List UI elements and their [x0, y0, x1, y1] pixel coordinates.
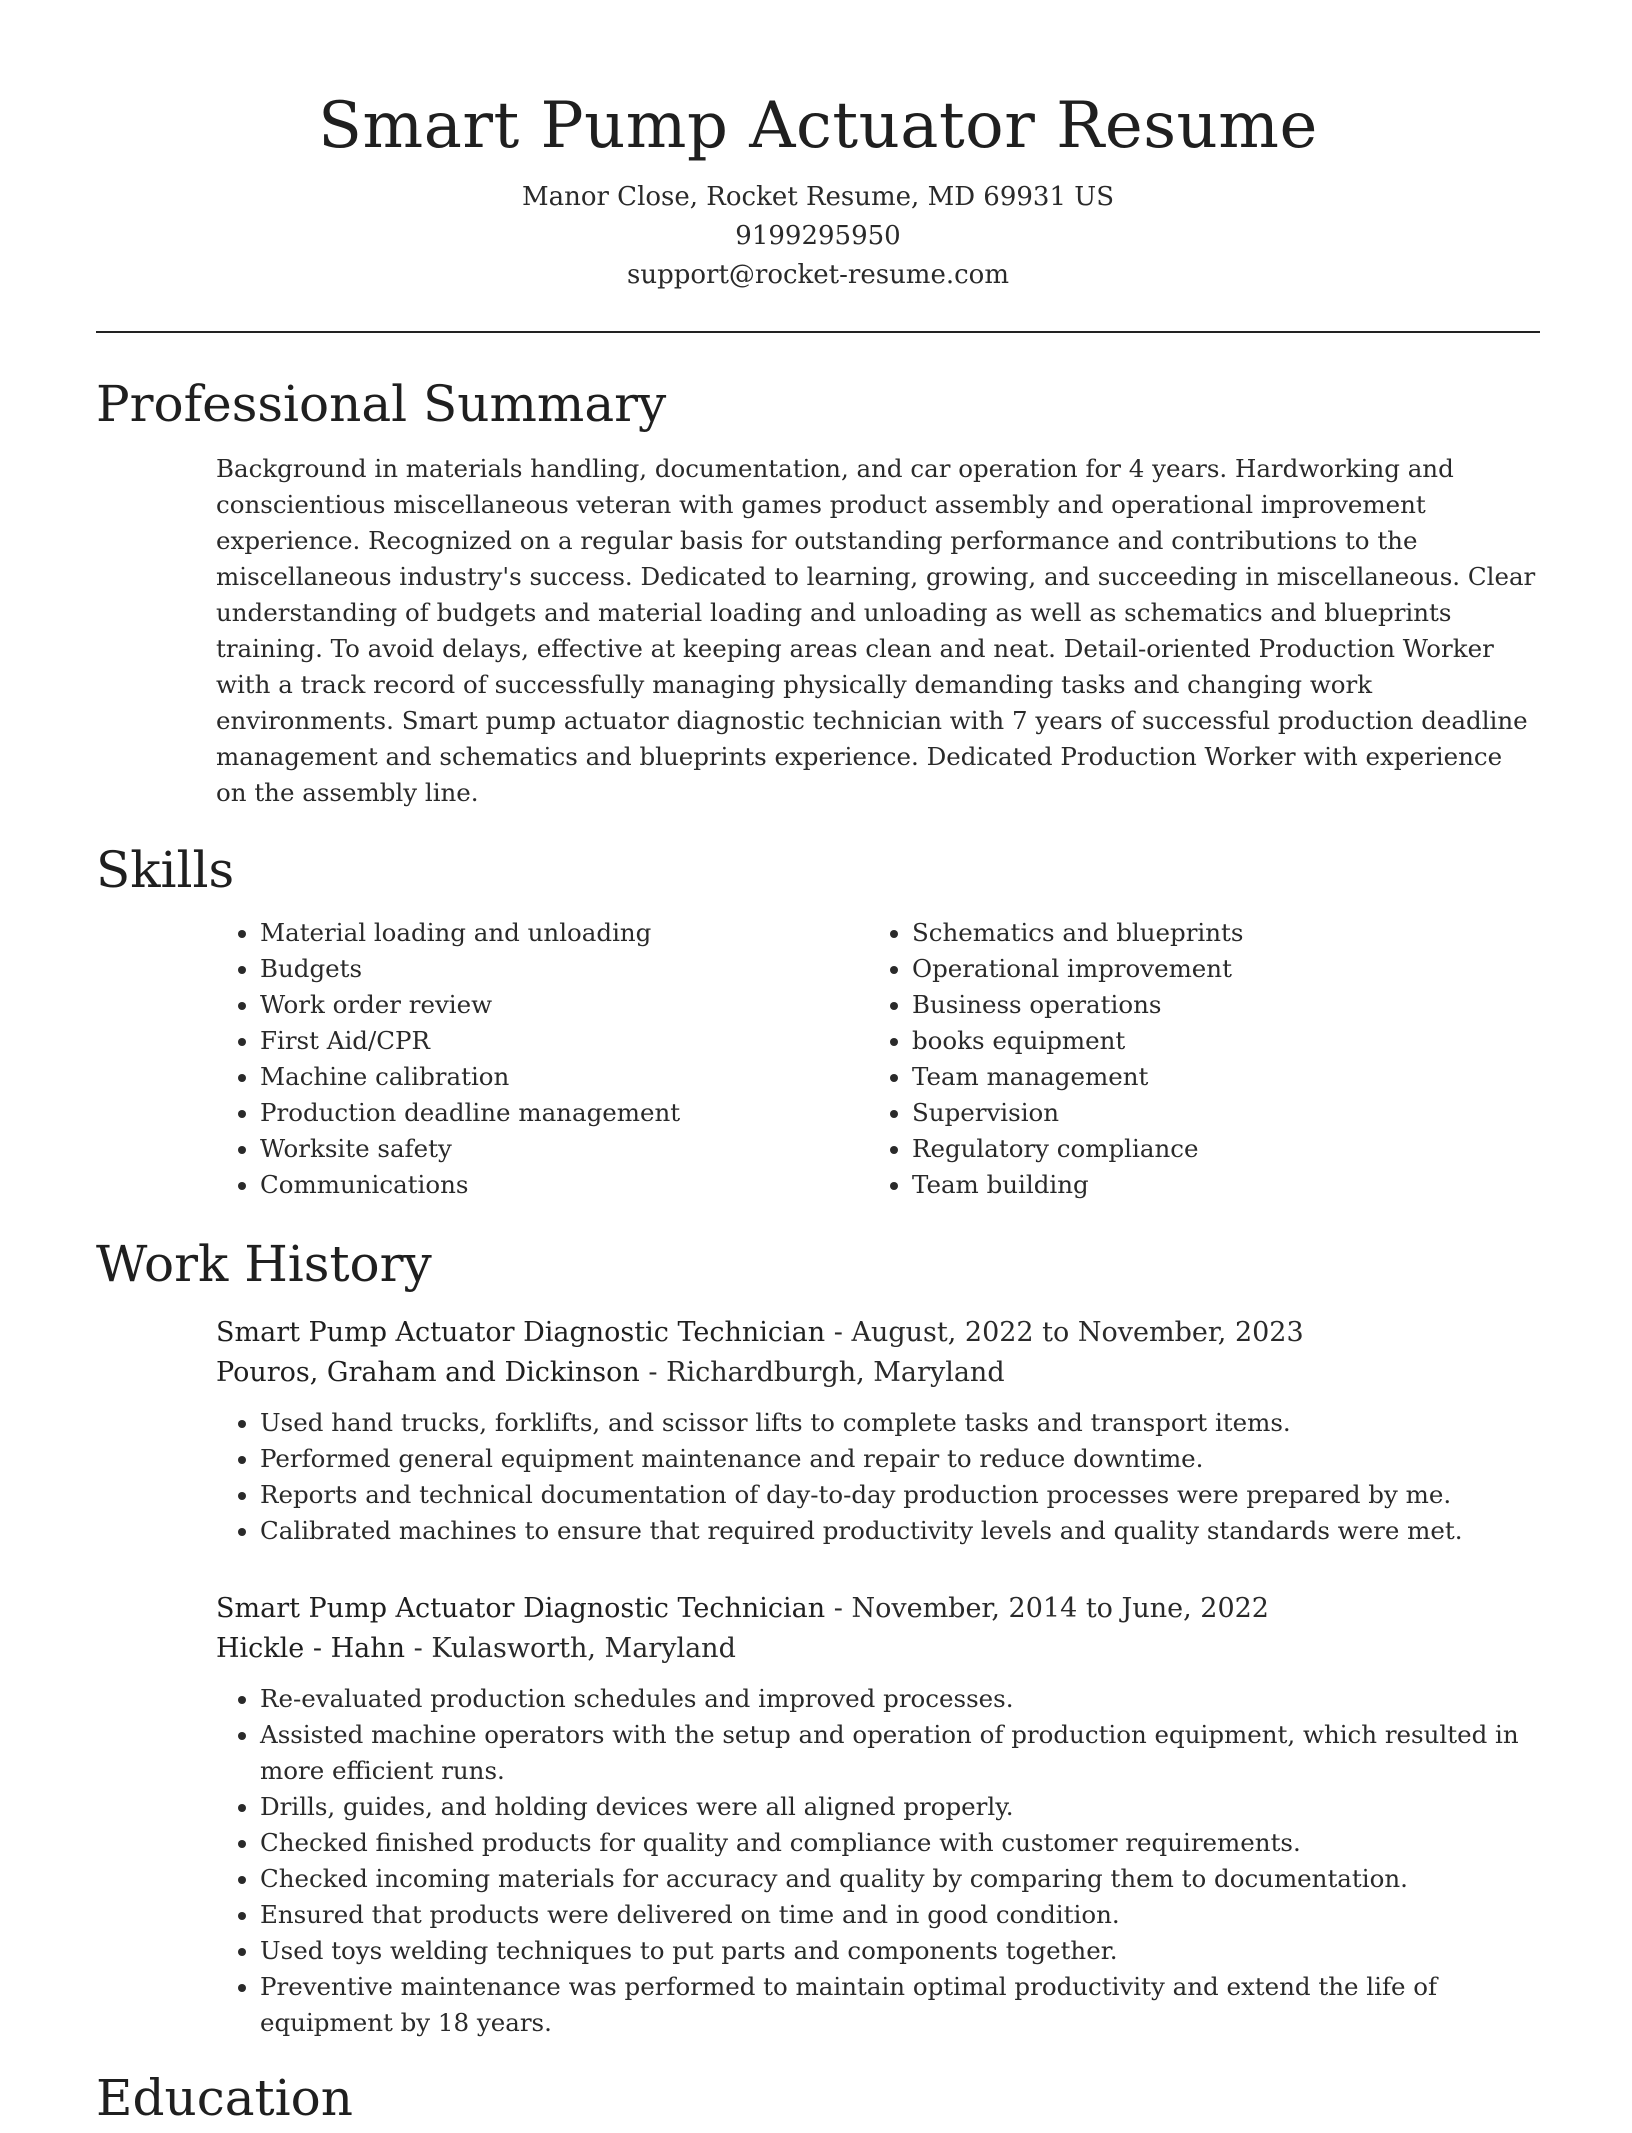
header-divider: [96, 331, 1540, 333]
duty-item: • Checked incoming materials for accuracy and quality by comparing them to documentation.: [260, 1861, 1540, 1897]
summary-section: [96, 369, 1540, 811]
contact-block: [96, 178, 1540, 295]
skill-item: • Regulatory compliance: [912, 1131, 1520, 1167]
skills-column-left: [216, 915, 868, 1203]
duty-item: • Preventive maintenance was performed to maintain optimal productivity and extend the life of equipment by 18 years.: [260, 1969, 1540, 2041]
skill-item: • books equipment: [912, 1023, 1520, 1059]
duty-item: • Reports and technical documentation of day-to-day production processes were prepared by me.: [260, 1477, 1540, 1513]
job-title-line: [216, 1313, 1540, 1353]
skill-item: • Team management: [912, 1059, 1520, 1095]
job-entry: [216, 1589, 1540, 2041]
job-company-line: [216, 1353, 1540, 1393]
job-title: Smart Pump Actuator Diagnostic Technician: [216, 1593, 826, 1624]
duty-item: • Drills, guides, and holding devices were all aligned properly.: [260, 1789, 1540, 1825]
duty-item: • Ensured that products were delivered on time and in good condition.: [260, 1897, 1540, 1933]
contact-address: Manor Close, Rocket Resume, MD 69931 US: [521, 182, 1115, 212]
duty-item: • Calibrated machines to ensure that required productivity levels and quality standards were met.: [260, 1513, 1540, 1549]
job-dates: November, 2014 to June, 2022: [851, 1593, 1269, 1624]
education-section: [96, 2063, 1540, 2133]
skill-item: • Machine calibration: [260, 1059, 868, 1095]
skill-item: • Operational improvement: [912, 951, 1520, 987]
job-separator: -: [833, 1317, 852, 1348]
skill-item: • Budgets: [260, 951, 868, 987]
job-company-line: [216, 1629, 1540, 1669]
duty-item: • Used hand trucks, forklifts, and scissor lifts to complete tasks and transport items.: [260, 1405, 1540, 1441]
duty-item: • Assisted machine operators with the setup and operation of production equipment, which resulted in more efficient runs.: [260, 1717, 1540, 1789]
job-company: Pouros, Graham and Dickinson: [216, 1357, 640, 1388]
skill-item: • Communications: [260, 1167, 868, 1203]
duty-item: • Re-evaluated production schedules and improved processes.: [260, 1681, 1540, 1717]
work-history-heading: Work History: [96, 1235, 432, 1293]
skill-item: • Schematics and blueprints: [912, 915, 1520, 951]
job-title: Smart Pump Actuator Diagnostic Technician: [216, 1317, 826, 1348]
summary-heading: Professional Summary: [96, 375, 667, 433]
summary-text: Background in materials handling, documentation, and car operation for 4 years. Hardworking and conscientious miscellaneous veteran with games product assembly and operational improvement experience. Recognized on a regular basis for outstanding performance and contributions to the miscellaneous industry's success. Dedicated to learning, growing, and succeeding in miscellaneous. Clear understanding of budgets and material loading and unloading as well as schematics and blueprints training. To avoid delays, effective at keeping areas clean and neat. Detail-oriented Production Worker with a track record of successfully managing physically demanding tasks and changing work environments. Smart pump actuator diagnostic technician with 7 years of successful production deadline management and schematics and blueprints experience. Dedicated Production Worker with experience on the assembly line.: [216, 454, 1536, 807]
work-history-section: [96, 1229, 1540, 2041]
duty-item: • Performed general equipment maintenance and repair to reduce downtime.: [260, 1441, 1540, 1477]
skill-item: • First Aid/CPR: [260, 1023, 868, 1059]
skill-item: • Production deadline management: [260, 1095, 868, 1131]
job-company: Hickle - Hahn: [216, 1633, 405, 1664]
job-title-line: [216, 1589, 1540, 1629]
resume-page: [96, 0, 1540, 2133]
resume-title: Smart Pump Actuator Resume: [318, 89, 1318, 163]
skill-item: • Worksite safety: [260, 1131, 868, 1167]
skill-item: • Material loading and unloading: [260, 915, 868, 951]
job-entry: [216, 1313, 1540, 1549]
job-separator: -: [413, 1633, 432, 1664]
job-dates: August, 2022 to November, 2023: [851, 1317, 1304, 1348]
job-separator: -: [833, 1593, 852, 1624]
contact-email: support@rocket-resume.com: [626, 260, 1009, 290]
contact-phone: 9199295950: [735, 221, 901, 251]
job-location: Kulasworth, Maryland: [431, 1633, 736, 1664]
skill-item: • Supervision: [912, 1095, 1520, 1131]
skills-grid: [216, 915, 1540, 1203]
resume-header: [96, 0, 1540, 295]
skill-item: • Team building: [912, 1167, 1520, 1203]
duty-item: • Used toys welding techniques to put parts and components together.: [260, 1933, 1540, 1969]
skills-column-right: [868, 915, 1520, 1203]
job-location: Richardburgh, Maryland: [666, 1357, 1005, 1388]
skills-section: [96, 835, 1540, 1203]
job-separator: -: [648, 1357, 667, 1388]
education-heading: Education: [96, 2069, 353, 2127]
skill-item: • Work order review: [260, 987, 868, 1023]
job-duties: [216, 1405, 1540, 1549]
skills-heading: Skills: [96, 841, 235, 899]
duty-item: • Checked finished products for quality and compliance with customer requirements.: [260, 1825, 1540, 1861]
skill-item: • Business operations: [912, 987, 1520, 1023]
job-duties: [216, 1681, 1540, 2041]
